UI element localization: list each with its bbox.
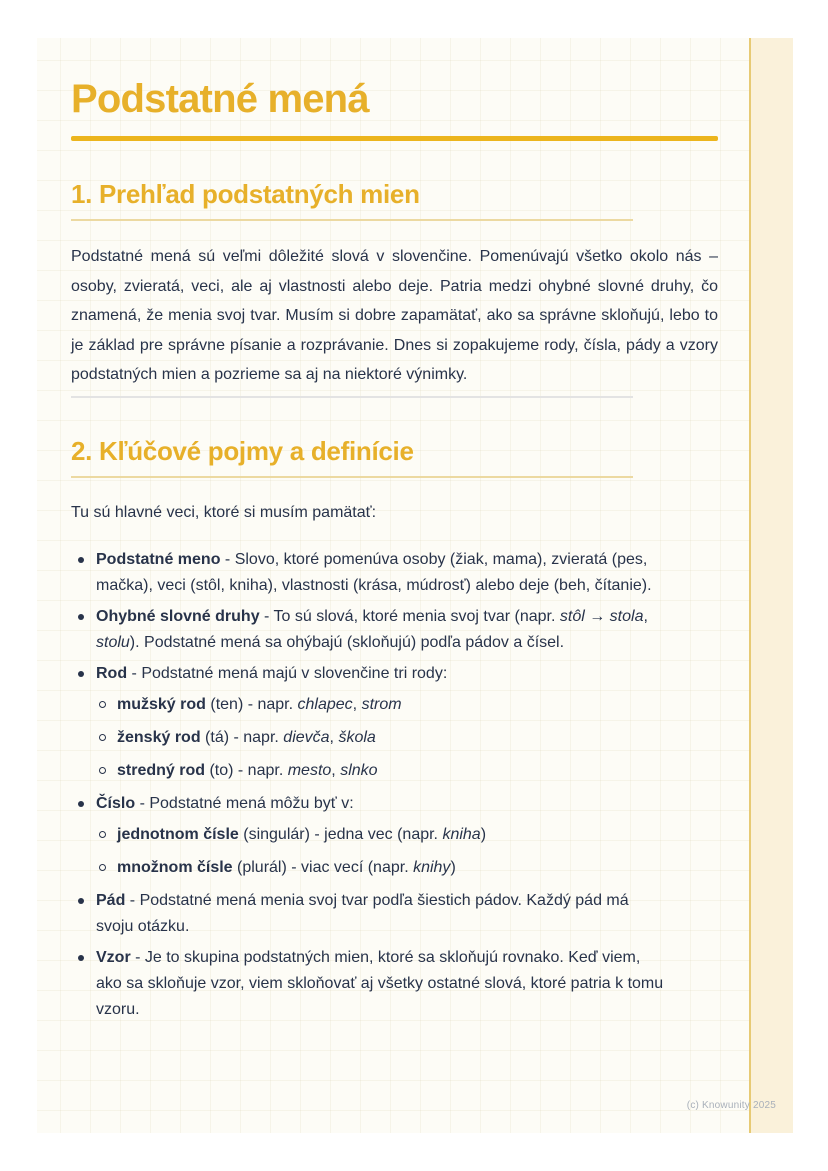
term-text: stola bbox=[609, 607, 644, 625]
term-label: jednotnom čísle bbox=[117, 825, 239, 843]
page-footer-copyright: (c) Knowunity 2025 bbox=[686, 1100, 776, 1111]
term-label: ženský rod bbox=[117, 728, 201, 746]
term-text: , bbox=[331, 761, 341, 779]
term-label: Číslo bbox=[96, 794, 136, 812]
bullet-icon bbox=[78, 955, 84, 961]
document-title: Podstatné mená bbox=[71, 77, 369, 121]
term-text: chlapec bbox=[297, 695, 353, 713]
list-item bbox=[71, 945, 665, 1023]
term-text: ) bbox=[450, 858, 456, 876]
term-label: Vzor bbox=[96, 948, 131, 966]
circle-bullet-icon bbox=[99, 767, 106, 774]
term-text: stôl bbox=[559, 607, 585, 625]
term-text: , bbox=[352, 695, 362, 713]
term-text: (ten) - napr. bbox=[205, 695, 298, 713]
term-text: škola bbox=[338, 728, 376, 746]
term-label: Ohybné slovné druhy bbox=[96, 607, 260, 625]
list-item bbox=[71, 661, 665, 687]
sub-list-item bbox=[92, 758, 637, 784]
list-item bbox=[71, 791, 665, 817]
sub-list-item bbox=[92, 692, 637, 718]
list-item bbox=[71, 547, 665, 599]
term-label: mužský rod bbox=[117, 695, 206, 713]
section-1-heading: 1. Prehľad podstatných mien bbox=[71, 179, 420, 209]
term-text: slnko bbox=[340, 761, 378, 779]
bullet-icon bbox=[78, 557, 84, 563]
term-text: , bbox=[329, 728, 339, 746]
term-text: - To sú slová, ktoré menia svoj tvar (napr. bbox=[259, 607, 560, 625]
term-text: (tá) - napr. bbox=[200, 728, 284, 746]
circle-bullet-icon bbox=[99, 864, 106, 871]
term-label: stredný rod bbox=[117, 761, 206, 779]
circle-bullet-icon bbox=[99, 701, 106, 708]
term-text: stolu bbox=[96, 633, 130, 651]
term-text: mesto bbox=[287, 761, 332, 779]
term-text: (singulár) - jedna vec (napr. bbox=[238, 825, 443, 843]
term-label: Podstatné meno bbox=[96, 550, 221, 568]
term-text: kniha bbox=[442, 825, 481, 843]
term-text: dievča bbox=[283, 728, 330, 746]
section-2-heading: 2. Kľúčové pojmy a definície bbox=[71, 435, 414, 466]
term-text: (plurál) - viac vecí (napr. bbox=[232, 858, 414, 876]
key-terms-list bbox=[71, 547, 665, 1023]
section-1-paragraph: Podstatné mená sú veľmi dôležité slová v slovenčine. Pomenúvajú všetko okolo nás – osoby, zvieratá, veci, ale aj vlastnosti alebo deje. Patria medzi ohybné slovné druhy, čo znamená, že menia svoj tvar. Musím si dobre zapamätať, ako sa správne skloňujú, lebo to je základ pre správne písanie a rozprávanie. Dnes si zopakujeme rody, čísla, pády a vzory podstatných mien a pozrieme sa aj na niektoré výnimky. bbox=[71, 248, 718, 384]
section-divider bbox=[71, 396, 633, 398]
bullet-icon bbox=[78, 614, 84, 620]
circle-bullet-icon bbox=[99, 831, 106, 838]
term-text: ) bbox=[480, 825, 487, 843]
term-text: → bbox=[584, 607, 610, 625]
page-content bbox=[37, 38, 793, 1023]
term-label: Pád bbox=[96, 891, 126, 909]
bullet-icon bbox=[78, 801, 84, 807]
term-text: ). Podstatné mená sa ohýbajú (skloňujú) podľa pádov a čísel. bbox=[129, 633, 565, 651]
bullet-icon bbox=[78, 898, 84, 904]
term-text: - Podstatné mená menia svoj tvar podľa šiestich pádov. Každý pád má svoju otázku. bbox=[96, 891, 629, 935]
document-page bbox=[37, 38, 793, 1133]
bullet-icon bbox=[78, 671, 84, 677]
sub-list-item bbox=[92, 855, 637, 881]
term-text: - Slovo, ktoré pomenúva osoby (žiak, mama), zvieratá (pes, mačka), veci (stôl, kniha), vlastnosti (krása, múdrosť) alebo deje (beh, čítanie). bbox=[96, 550, 652, 594]
term-text: - Podstatné mená majú v slovenčine tri rody: bbox=[127, 664, 448, 682]
term-text: - Je to skupina podstatných mien, ktoré sa skloňujú rovnako. Keď viem, ako sa skloňuje vzor, viem skloňovať aj všetky ostatné slová, ktoré patria k tomu vzoru. bbox=[96, 948, 664, 1018]
circle-bullet-icon bbox=[99, 734, 106, 741]
sub-list-item bbox=[92, 725, 637, 751]
term-label: množnom čísle bbox=[117, 858, 233, 876]
list-item bbox=[71, 604, 665, 656]
term-text: , bbox=[643, 607, 648, 625]
term-text: knihy bbox=[413, 858, 451, 876]
sub-list-item bbox=[92, 822, 637, 848]
term-text: (to) - napr. bbox=[205, 761, 288, 779]
key-terms-intro: Tu sú hlavné veci, ktoré si musím pamätať: bbox=[71, 503, 377, 521]
list-item bbox=[71, 888, 665, 940]
term-label: Rod bbox=[96, 664, 128, 682]
section-2-heading-underline bbox=[71, 476, 633, 478]
term-text: strom bbox=[361, 695, 402, 713]
title-underline bbox=[71, 136, 718, 141]
section-1-heading-underline bbox=[71, 219, 633, 221]
term-text: - Podstatné mená môžu byť v: bbox=[135, 794, 354, 812]
